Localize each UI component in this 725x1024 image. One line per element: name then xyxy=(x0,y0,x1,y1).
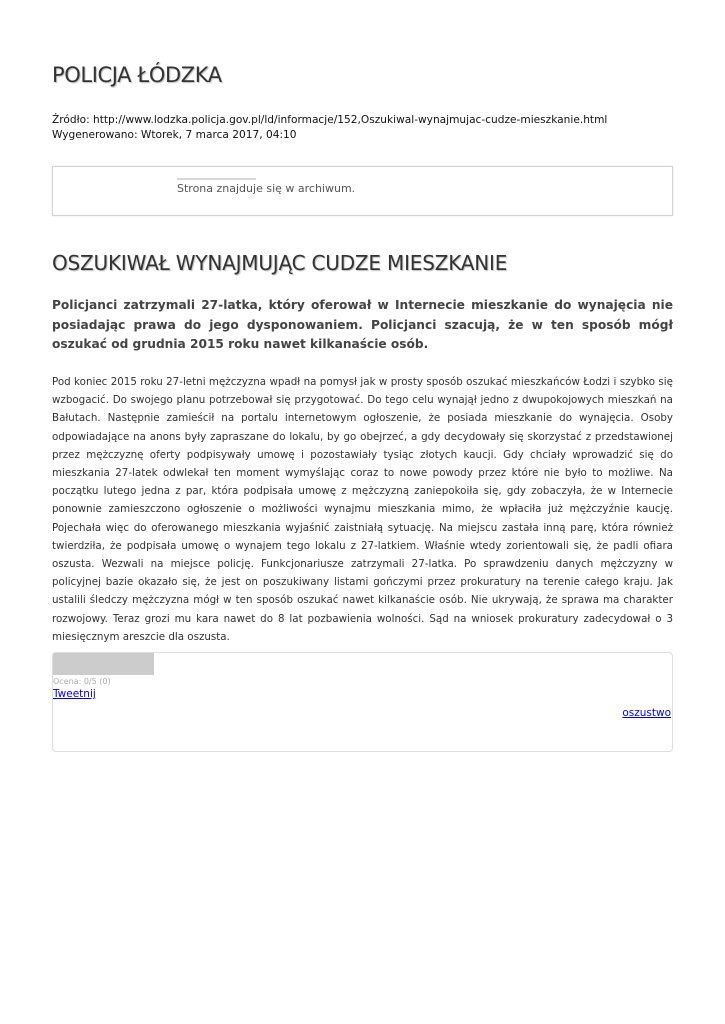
tag-link-oszustwo[interactable]: oszustwo xyxy=(622,707,671,719)
archive-notice-text: Strona znajduje się w archiwum. xyxy=(177,182,356,195)
article-body: Pod koniec 2015 roku 27-letni mężczyzna wpadł na pomysł jak w prosty sposób oszukać mieszkańców Łodzi i szybko się wzbogacić. Do swojego planu potrzebował się przygotować. Do tego celu wynajął jedno z dwupokojowych mieszkań na Bałutach. Następnie zamieścił na portalu internetowym ogłoszenie, że posiada mieszkanie do wynajęcia. Osoby odpowiadające na anons były zapraszane do lokalu, by go obejrzeć, a gdy decydowały się skorzystać z przedstawionej przez mężczyznę oferty podpisywały umowę i pozostawiały tysiąc złotych kaucji. Gdy chciały wprowadzić się do mieszkania 27-latek odwlekał ten moment wymyślając coraz to nowe powody przez które nie było to możliwe. Na początku lutego jedna z par, która podpisała umowę z mężczyzną zaniepokoiła się, gdy zobaczyła, że w Internecie ponownie zamieszczono ogłoszenie o możliwości wynajmu mieszkania mimo, że wpłaciła już mężczyźnie kaucję. Pojechała więc do oferowanego mieszkania wyjaśnić zaistniałą sytuację. Na miejscu zastała inną parę, która również twierdziła, że podpisała umowę o wynajem tego lokalu z 27-latkiem. Właśnie wtedy zorientowali się, że padli ofiara oszusta. Wezwali na miejsce policję. Funkcjonariusze zatrzymali 27-latka. Po sprawdzeniu danych mężczyzny w policyjnej bazie okazało się, że jest on poszukiwany listami gończymi przez prokuratury na terenie całego kraju. Jak ustalili śledczy mężczyzna mógł w ten sposób oszukać nawet kilkanaście osób. Nie ukrywają, że sprawa ma charakter rozwojowy. Teraz grozi mu kara nawet do 8 lat pozbawienia wolności. Sąd na wniosek prokuratury zadecydował o 3 miesięcznym areszcie dla oszusta. xyxy=(52,376,673,643)
article-lead: Policjanci zatrzymali 27-latka, który oferował w Internecie mieszkanie do wynajęcia nie posiadając prawa do jego dysponowaniem. Policjanci szacują, że w ten sposób mógł oszukać od grudnia 2015 roku nawet kilkanaście osób. xyxy=(52,298,673,352)
tweet-link[interactable]: Tweetnij xyxy=(53,688,96,700)
generated-date: Wygenerowano: Wtorek, 7 marca 2017, 04:10 xyxy=(52,128,297,141)
source-url: Źródło: http://www.lodzka.policja.gov.pl/ld/informacje/152,Oszukiwal-wynajmujac-cudze-mieszkanie.html xyxy=(52,114,608,126)
document-meta xyxy=(52,113,607,142)
archive-notice xyxy=(52,166,673,216)
rating-stars[interactable] xyxy=(53,653,154,675)
article-title: OSZUKIWAŁ WYNAJMUJĄC CUDZE MIESZKANIE xyxy=(52,251,508,275)
article-footer xyxy=(52,652,673,752)
archive-divider xyxy=(177,178,256,180)
site-title: POLICJA ŁÓDZKA xyxy=(52,63,222,87)
rating-text: Ocena: 0/5 (0) xyxy=(53,677,111,686)
